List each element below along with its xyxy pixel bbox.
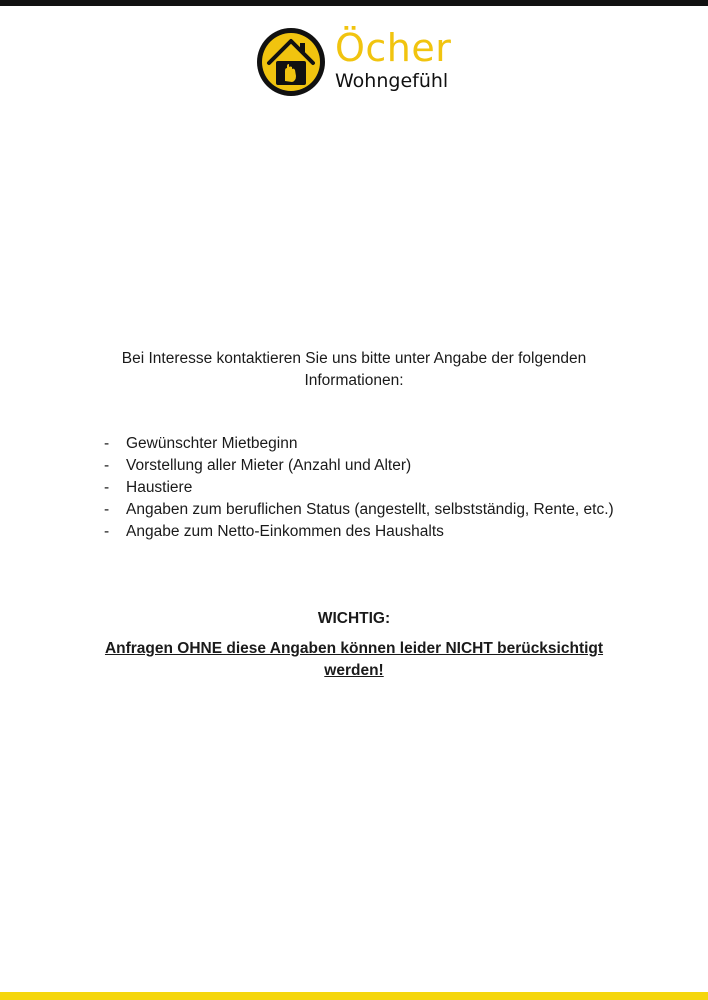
requirements-list [104,433,624,543]
list-bullet: - [104,501,110,518]
list-bullet: - [104,435,110,452]
list-bullet: - [104,457,110,474]
list-item-text: Angabe zum Netto-Einkommen des Haushalts [126,523,444,540]
list-item-text: Vorstellung aller Mieter (Anzahl und Alter) [126,457,412,474]
logo-name: Öcher [335,26,452,70]
house-hand-icon [255,26,327,98]
list-item [104,477,624,499]
list-item [104,499,624,521]
important-notice: Anfragen OHNE diese Angaben können leider NICHT berücksichtigt werden! [104,640,604,679]
bottom-border [0,992,708,1000]
list-item [104,433,624,455]
logo-tagline: Wohngefühl [335,70,449,92]
intro-text: Bei Interesse kontaktieren Sie uns bitte unter Angabe der folgenden Informationen: [121,350,587,389]
top-border [0,0,708,6]
list-bullet: - [104,479,110,496]
list-item [104,521,624,543]
list-bullet: - [104,523,110,540]
list-item [104,455,624,477]
important-heading: WICHTIG: [317,610,391,627]
list-item-text: Angaben zum beruflichen Status (angestellt, selbstständig, Rente, etc.) [126,501,614,518]
list-item-text: Haustiere [126,479,193,496]
list-item-text: Gewünschter Mietbeginn [126,435,298,452]
company-logo [255,26,455,100]
